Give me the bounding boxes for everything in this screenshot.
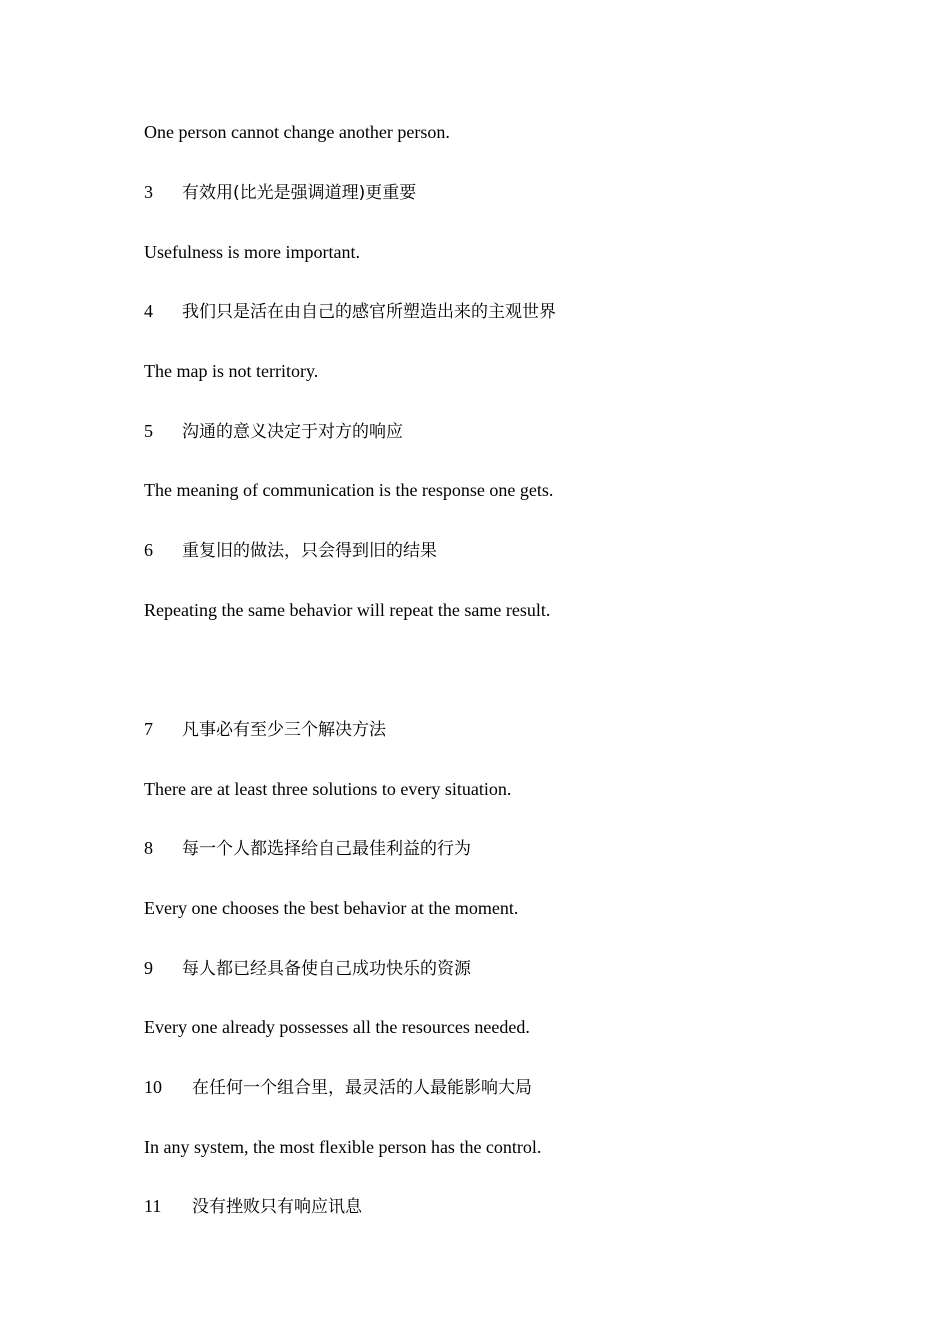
english-line-4 — [144, 360, 318, 382]
item-number: 6 — [144, 540, 153, 560]
line-text: 我们只是活在由自己的感官所塑造出来的主观世界 — [182, 302, 556, 322]
english-line-3 — [144, 241, 360, 263]
line-text: The map is not territory. — [144, 361, 319, 381]
english-line-2 — [144, 121, 450, 143]
english-line-10 — [144, 1136, 541, 1158]
line-text: 重复旧的做法，只会得到旧的结果 — [182, 541, 437, 561]
line-text: 在任何一个组合里，最灵活的人最能影响大局 — [192, 1078, 532, 1098]
chinese-line-6 — [144, 539, 437, 562]
english-line-5 — [144, 479, 553, 501]
line-text: 有效用(比光是强调道理)更重要 — [182, 183, 417, 203]
chinese-line-4 — [144, 300, 556, 323]
line-text: Repeating the same behavior will repeat the same result. — [144, 600, 551, 620]
line-text: Every one chooses the best behavior at the moment. — [144, 898, 519, 918]
chinese-line-8 — [144, 837, 471, 860]
line-text: One person cannot change another person. — [144, 122, 450, 142]
line-text: Usefulness is more important. — [144, 242, 360, 262]
line-text: 凡事必有至少三个解决方法 — [182, 720, 386, 740]
line-text: The meaning of communication is the response one gets. — [144, 480, 554, 500]
item-number: 11 — [144, 1196, 162, 1216]
line-text: Every one already possesses all the resources needed. — [144, 1017, 530, 1037]
line-text: 沟通的意义决定于对方的响应 — [182, 422, 403, 442]
line-text: 每人都已经具备使自己成功快乐的资源 — [182, 959, 471, 979]
item-number: 4 — [144, 301, 153, 321]
item-number: 7 — [144, 719, 153, 739]
item-number: 10 — [144, 1077, 162, 1097]
chinese-line-3 — [144, 181, 416, 204]
chinese-line-5 — [144, 420, 403, 443]
line-text: There are at least three solutions to every situation. — [144, 779, 512, 799]
english-line-7 — [144, 778, 511, 800]
english-line-8 — [144, 897, 518, 919]
chinese-line-7 — [144, 718, 386, 741]
item-number: 8 — [144, 838, 153, 858]
item-number: 9 — [144, 958, 153, 978]
chinese-line-9 — [144, 957, 471, 980]
english-line-9 — [144, 1016, 530, 1038]
chinese-line-11 — [144, 1195, 362, 1218]
line-text: In any system, the most flexible person has the control. — [144, 1137, 542, 1157]
line-text: 没有挫败只有响应讯息 — [192, 1197, 362, 1217]
item-number: 3 — [144, 182, 153, 202]
line-text: 每一个人都选择给自己最佳利益的行为 — [182, 839, 471, 859]
chinese-line-10 — [144, 1076, 532, 1099]
english-line-6 — [144, 599, 550, 621]
item-number: 5 — [144, 421, 153, 441]
